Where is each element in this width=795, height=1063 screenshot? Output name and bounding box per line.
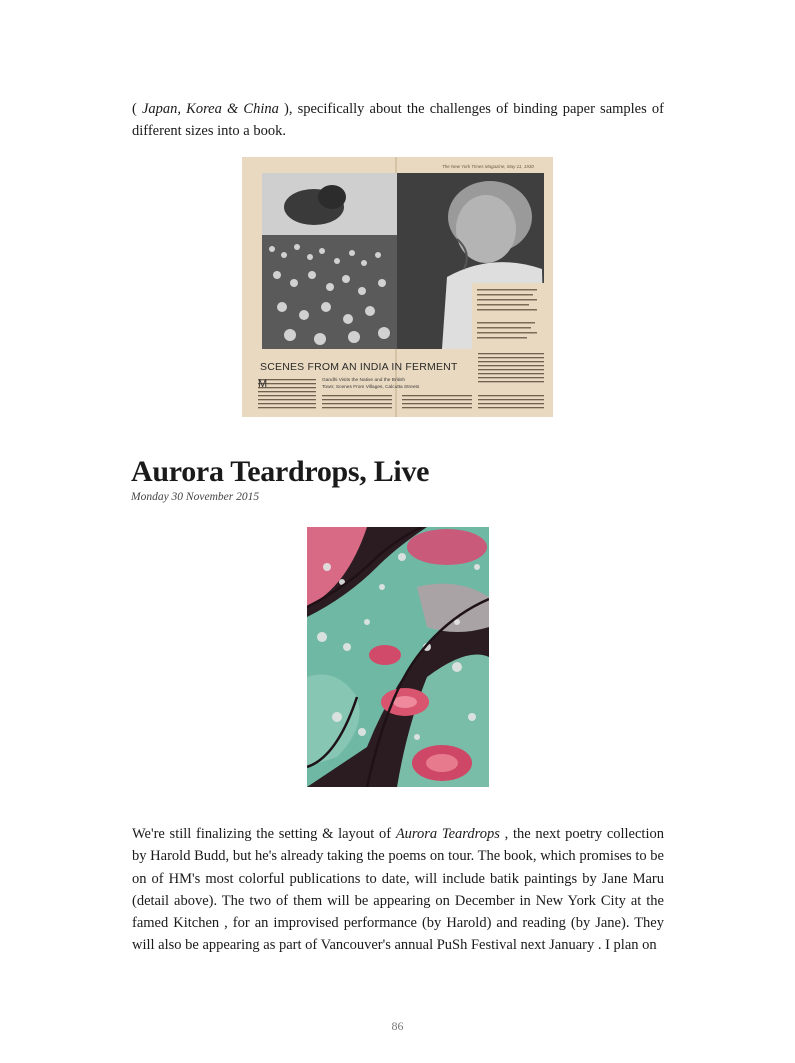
post-title: Aurora Teardrops, Live: [131, 455, 430, 488]
batik-painting-photo: [307, 527, 489, 787]
book-title-italic: Aurora Teardrops: [395, 826, 500, 842]
intro-open-paren: (: [132, 101, 142, 117]
body-paragraph: [132, 823, 664, 957]
intro-countries: Japan, Korea & China: [141, 101, 279, 117]
post-date: Monday 30 November 2015: [131, 491, 260, 503]
intro-rest: ), specifically about the challenges of binding paper samples of different sizes into a book.: [132, 101, 664, 140]
newspaper-subhead-2: Town; Scenes From Villages, Calcutta Streets: [322, 385, 420, 390]
body-text-part2: , the next poetry collection by Harold Budd, but he's already taking the poems on tour. The book, which promises to be on of HM's most colorful publications to date, will include batik paintings by Jane Maru (detail above). The two of them will be appearing on December in New York City at the famed Kitchen , for an improvised performance (by Harold) and reading (by Jane). They will also be appearing as part of Vancouver's annual PuSh Festival next January . I plan on: [132, 826, 664, 954]
intro-paragraph: [132, 98, 664, 143]
newspaper-subhead-1: Gandhi Visits the Native and the British: [322, 378, 406, 383]
newspaper-headline: SCENES FROM AN INDIA IN FERMENT: [260, 361, 458, 373]
newspaper-masthead: The New York Times Magazine, May 11, 1930: [442, 164, 534, 169]
page-number: 86: [391, 1019, 404, 1033]
body-text-part1: We're still finalizing the setting & layout of: [132, 826, 396, 842]
newspaper-clipping-photo: [242, 157, 553, 417]
svg-text:M: M: [258, 378, 268, 390]
